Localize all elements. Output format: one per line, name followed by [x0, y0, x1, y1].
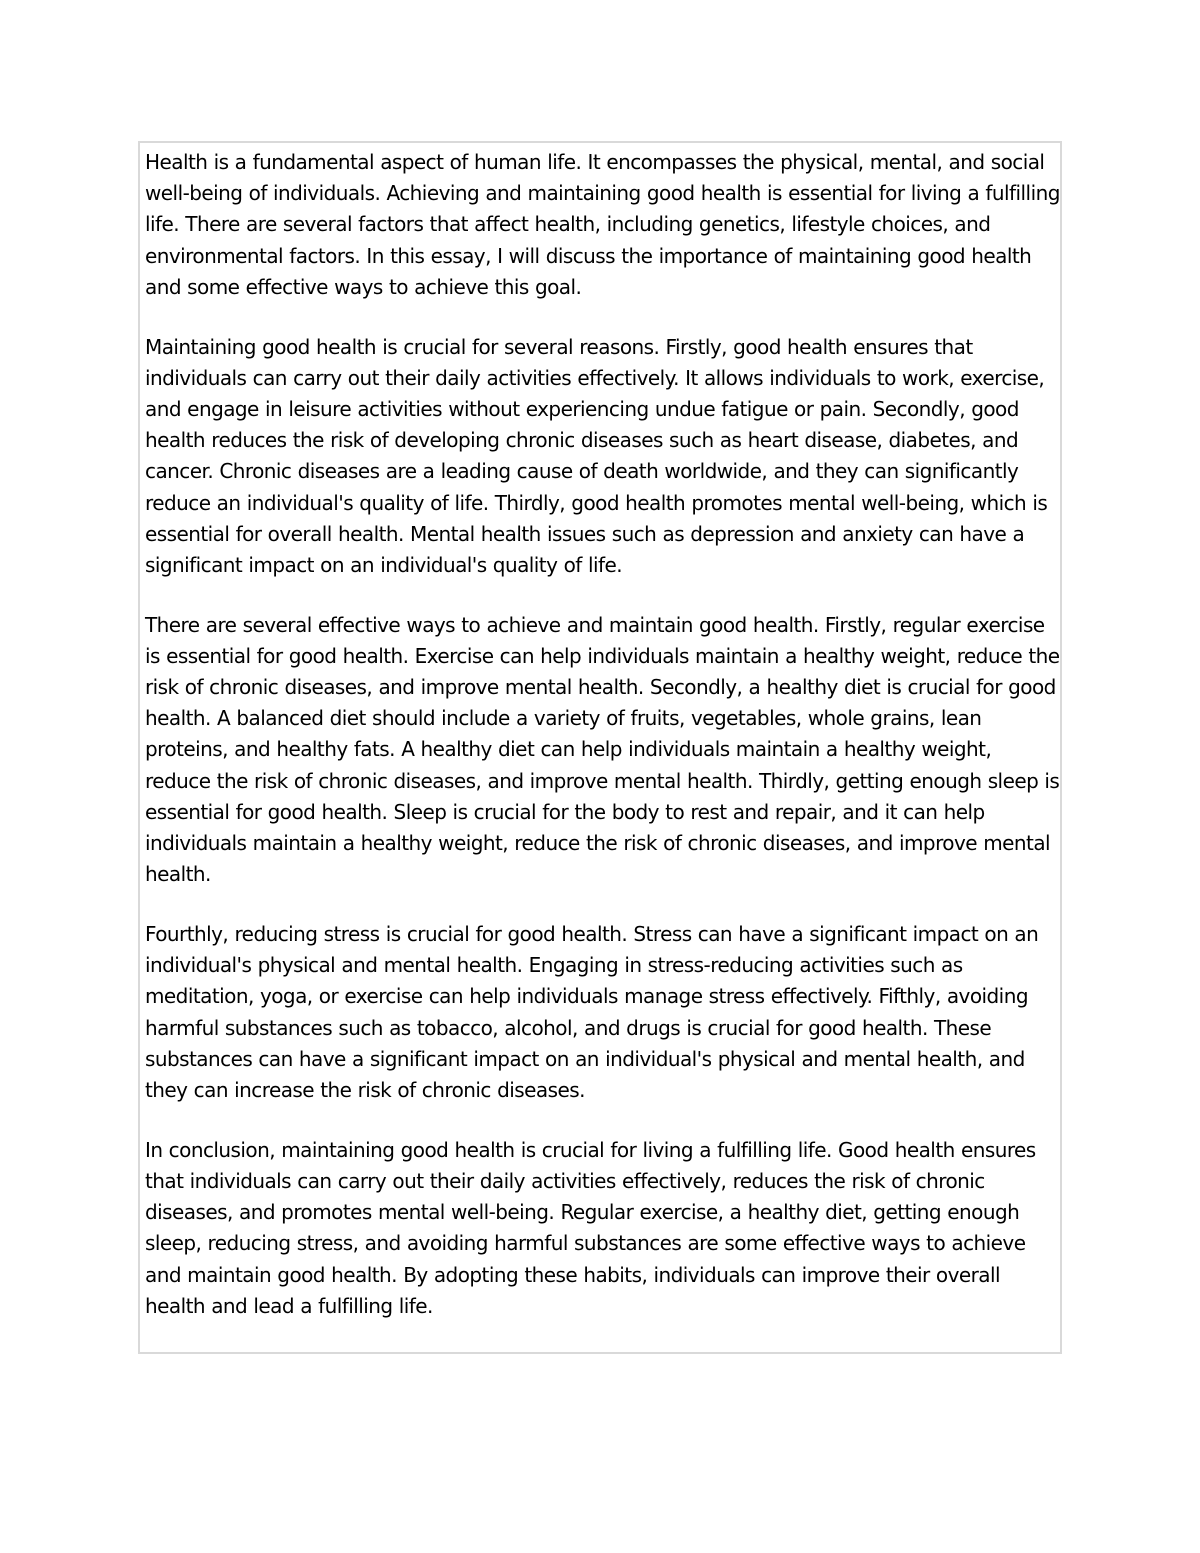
essay-paragraph-conclusion: In conclusion, maintaining good health is crucial for living a fulfilling life. Good health ensures that individuals can carry out their daily activities effectively, reduces the risk of chronic diseases, and promotes mental well-being. Regular exercise, a healthy diet, getting enough sleep, reducing stress, and avoiding harmful substances are some effective ways to achieve and maintain good health. By adopting these habits, individuals can improve their overall health and lead a fulfilling life.: [145, 1137, 1036, 1318]
essay-text-box: [138, 141, 1062, 1354]
essay-paragraph-ways: There are several effective ways to achieve and maintain good health. Firstly, regular exercise is essential for good health. Exercise can help individuals maintain a healthy weight, reduce the risk of chronic diseases, and improve mental health. Secondly, a healthy diet is crucial for good health. A balanced diet should include a variety of fruits, vegetables, whole grains, lean proteins, and healthy fats. A healthy diet can help individuals maintain a healthy weight, reduce the risk of chronic diseases, and improve mental health. Thirdly, getting enough sleep is essential for good health. Sleep is crucial for the body to rest and repair, and it can help individuals maintain a healthy weight, reduce the risk of chronic diseases, and improve mental health.: [145, 612, 1060, 887]
essay-paragraph-stress: Fourthly, reducing stress is crucial for good health. Stress can have a significant impact on an individual's physical and mental health. Engaging in stress-reducing activities such as meditation, yoga, or exercise can help individuals manage stress effectively. Fifthly, avoiding harmful substances such as tobacco, alcohol, and drugs is crucial for good health. These substances can have a significant impact on an individual's physical and mental health, and they can increase the risk of chronic diseases.: [145, 921, 1039, 1102]
essay-paragraph-reasons: Maintaining good health is crucial for several reasons. Firstly, good health ensures that individuals can carry out their daily activities effectively. It allows individuals to work, exercise, and engage in leisure activities without experiencing undue fatigue or pain. Secondly, good health reduces the risk of developing chronic diseases such as heart disease, diabetes, and cancer. Chronic diseases are a leading cause of death worldwide, and they can significantly reduce an individual's quality of life. Thirdly, good health promotes mental well-being, which is essential for overall health. Mental health issues such as depression and anxiety can have a significant impact on an individual's quality of life.: [145, 334, 1048, 577]
essay-paragraph-intro: Health is a fundamental aspect of human life. It encompasses the physical, mental, and social well-being of individuals. Achieving and maintaining good health is essential for living a fulfilling life. There are several factors that affect health, including genetics, lifestyle choices, and environmental factors. In this essay, I will discuss the importance of maintaining good health and some effective ways to achieve this goal.: [145, 150, 1060, 299]
